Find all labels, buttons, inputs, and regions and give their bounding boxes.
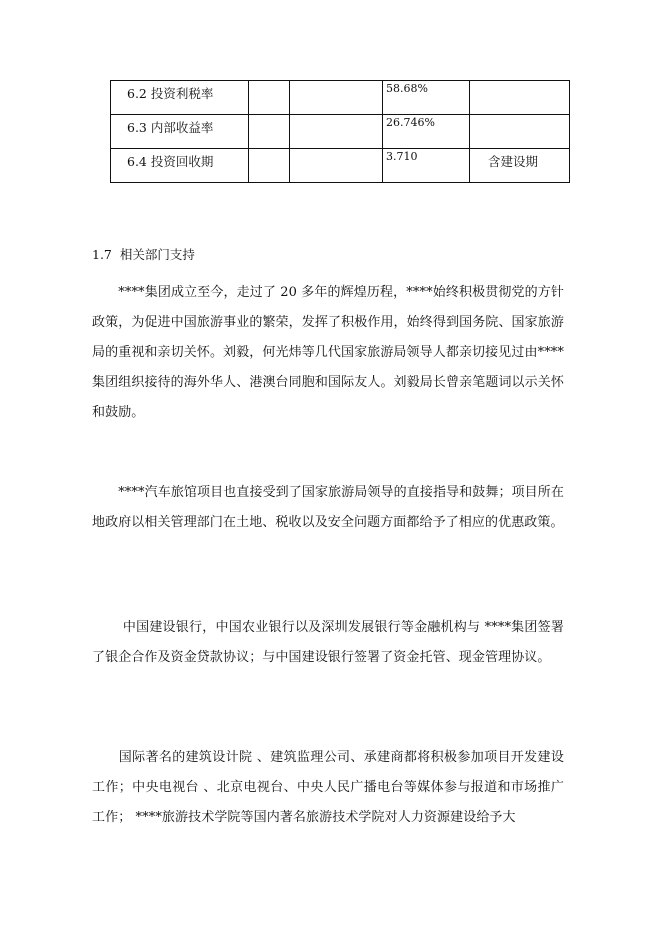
- row-item-label: 6.2 投资利税率: [111, 81, 249, 115]
- paragraph: 中国建设银行，中国农业银行以及深圳发展银行等金融机构与 ****集团签署了银企合作及资金贷款协议；与中国建设银行签署了资金托管、现金管理协议。: [92, 620, 564, 665]
- section-number: 1.7: [92, 247, 112, 262]
- table-row: [111, 149, 570, 183]
- section-heading: [92, 245, 195, 263]
- row-note: [470, 81, 570, 115]
- row-note: 含建设期: [470, 149, 570, 183]
- section-title-text: 相关部门支持: [119, 247, 195, 262]
- empty-cell: [290, 115, 383, 149]
- row-value: 58.68%: [383, 81, 470, 115]
- empty-cell: [290, 149, 383, 183]
- table-row: [111, 115, 570, 149]
- table-row: [111, 81, 570, 115]
- row-item-label: 6.3 内部收益率: [111, 115, 249, 149]
- row-note: [470, 115, 570, 149]
- paragraph: 国际著名的建筑设计院 、建筑监理公司、承建商都将积极参加项目开发建设工作；中央电视台 、北京电视台、中央人民广播电台等媒体参与报道和市场推广工作； ****旅游技术学院等国内著名旅游技术学院对人力资源建设给予大: [92, 750, 564, 825]
- row-value: 3.710: [383, 149, 470, 183]
- paragraph: ****汽车旅馆项目也直接受到了国家旅游局领导的直接指导和鼓舞；项目所在地政府以相关管理部门在土地、税收以及安全问题方面都给予了相应的优惠政策。: [92, 485, 564, 530]
- row-item-label: 6.4 投资回收期: [111, 149, 249, 183]
- empty-cell: [249, 115, 290, 149]
- empty-cell: [290, 81, 383, 115]
- empty-cell: [249, 81, 290, 115]
- row-value: 26.746%: [383, 115, 470, 149]
- empty-cell: [249, 149, 290, 183]
- metrics-table: [110, 80, 570, 183]
- paragraph: ****集团成立至今，走过了 20 多年的辉煌历程，****始终积极贯彻党的方针政策，为促进中国旅游事业的繁荣，发挥了积极作用，始终得到国务院、国家旅游局的重视和亲切关怀。刘毅，何光炜等几代国家旅游局领导人都亲切接见过由****集团组织接待的海外华人、港澳台同胞和国际友人。刘毅局长曾亲笔题词以示关怀和鼓励。: [92, 285, 564, 420]
